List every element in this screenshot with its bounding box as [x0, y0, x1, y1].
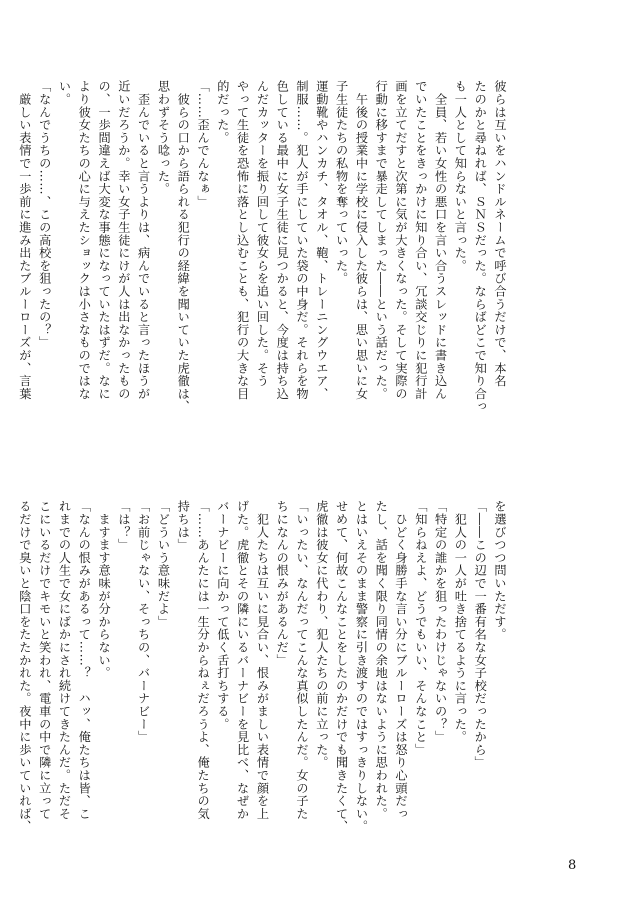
text-line: ひどく身勝手な言い分にブルーローズは怒り心頭だっ	[394, 500, 409, 820]
text-line: 「……歪んでんなぁ」	[196, 80, 211, 208]
text-line: 運動靴やハンカチ、タオル、鞄、トレーニングウエア、	[314, 80, 329, 400]
text-line: より彼女たちの心に与えたショックは小さなものではな	[77, 80, 92, 400]
text-line: を選びつつ問いただす。	[493, 500, 507, 641]
text-line: 犯人の一人が吐き捨てるように言った。	[453, 500, 468, 744]
text-line: 子生徒たちの私物を奪っていった。	[334, 80, 349, 285]
text-line: れまでの人生で女にばかにされ続けてきたんだ。ただそ	[57, 500, 72, 820]
text-line: 持ちは」	[176, 500, 191, 552]
text-line: 「……あんたには一生分からねぇだろうよ、俺たちの気	[196, 500, 211, 820]
page-number: 8	[568, 858, 577, 873]
text-line: い。	[57, 80, 72, 106]
text-line: やって生徒を恐怖に落とし込むことも、犯行の大きな目	[235, 80, 250, 400]
text-line: 行動に移すまで暴走してしまった――という話だった。	[374, 80, 389, 400]
text-line: 「なんの恨みがあるって……？ ハッ、俺たちは皆、こ	[77, 500, 92, 820]
text-line: バーナビーに向かって低く舌打ちする。	[215, 500, 230, 731]
text-line: 画を立てだすと次第に気が大きくなった。そして実際の	[394, 80, 409, 400]
text-line: 近いだろうか。幸い女子生徒にけが人は出なかったもの	[116, 80, 131, 400]
upper-text-block	[14, 80, 509, 413]
text-line: せめて、何故こんなことをしたのかだけでも聞きたくて、	[334, 500, 349, 833]
text-line: 「どういう意味だよ」	[156, 500, 171, 628]
text-line: 「は？」	[116, 500, 131, 552]
text-line: 思わずそう唸った。	[156, 80, 171, 196]
text-line: 厳しい表情で一歩前に進み出たブルーローズが、言葉	[17, 80, 32, 400]
text-line: 虎徹は彼女に代わり、犯人たちの前に立った。	[314, 500, 329, 769]
text-line: 「特定の誰かを狙ったわけじゃないの？」	[433, 500, 448, 744]
text-line: も一人として知らないと言った。	[453, 80, 468, 272]
text-line: ますます意味が分からない。	[97, 500, 112, 680]
text-line: とはいえそのまま警察に引き渡すのではすっきりしない。	[354, 500, 369, 833]
text-line: ちになんの恨みがあるんだ」	[275, 500, 290, 667]
text-line: 的だった。	[215, 80, 230, 144]
text-line: 色している最中に女子生徒に見つかると、今度は持ち込	[275, 80, 290, 400]
text-line: 「――この辺で一番有名な女子校だったから」	[473, 500, 488, 769]
text-line: 彼らは互いをハンドルネームで呼び合うだけで、本名	[493, 80, 507, 388]
text-line: 全員、若い女性の悪口を言い合うスレッドに書き込ん	[433, 80, 448, 400]
text-line: 「なんでうちの……、この高校を狙ったの？」	[37, 80, 52, 349]
text-line: 「お前じゃない、そっちの、バーナビー」	[136, 500, 151, 744]
text-line: 「いったい、なんだってこんな真似したんだ。女の子た	[295, 500, 310, 820]
text-line: たのかと尋ねれば、ＳＮＳだった。ならばどこで知り合っ	[473, 80, 488, 413]
text-line: 午後の授業中に学校に侵入した彼らは、思い思いに女	[354, 80, 369, 400]
text-line: こにいるだけでキモいと笑われ、電車の中で隣に立って	[37, 500, 52, 820]
text-line: の、一歩間違えば大変な事態になっていたはずだ。なに	[97, 80, 112, 400]
text-line: たし、話を聞く限り同情の余地はないように思われた。	[374, 500, 389, 820]
text-line: 歪んでいると言うよりは、病んでいると言ったほうが	[136, 80, 151, 400]
text-line: 彼らの口から語られる犯行の経緯を聞いていた虎徹は、	[176, 80, 191, 413]
text-line: んだカッターを振り回して彼女らを追い回した。そう	[255, 80, 270, 388]
text-line: 「知らねえよ、どうでもいい、そんなこと」	[413, 500, 428, 756]
lower-text-block	[14, 500, 509, 833]
text-line: げた。虎徹とその隣にいるバーナビーを見比べ、なぜか	[235, 500, 250, 820]
text-line: 犯人たちは互いに見合い、恨みがましい表情で顔を上	[255, 500, 270, 820]
text-line: 制服……。犯人が手にしていた袋の中身だ。それらを物	[295, 80, 310, 400]
text-line: るだけで臭いと陰口をたたかれた。夜中に歩いていれば、	[17, 500, 32, 833]
text-line: でいたことをきっかけに知り合い、冗談交じりに犯行計	[413, 80, 428, 400]
